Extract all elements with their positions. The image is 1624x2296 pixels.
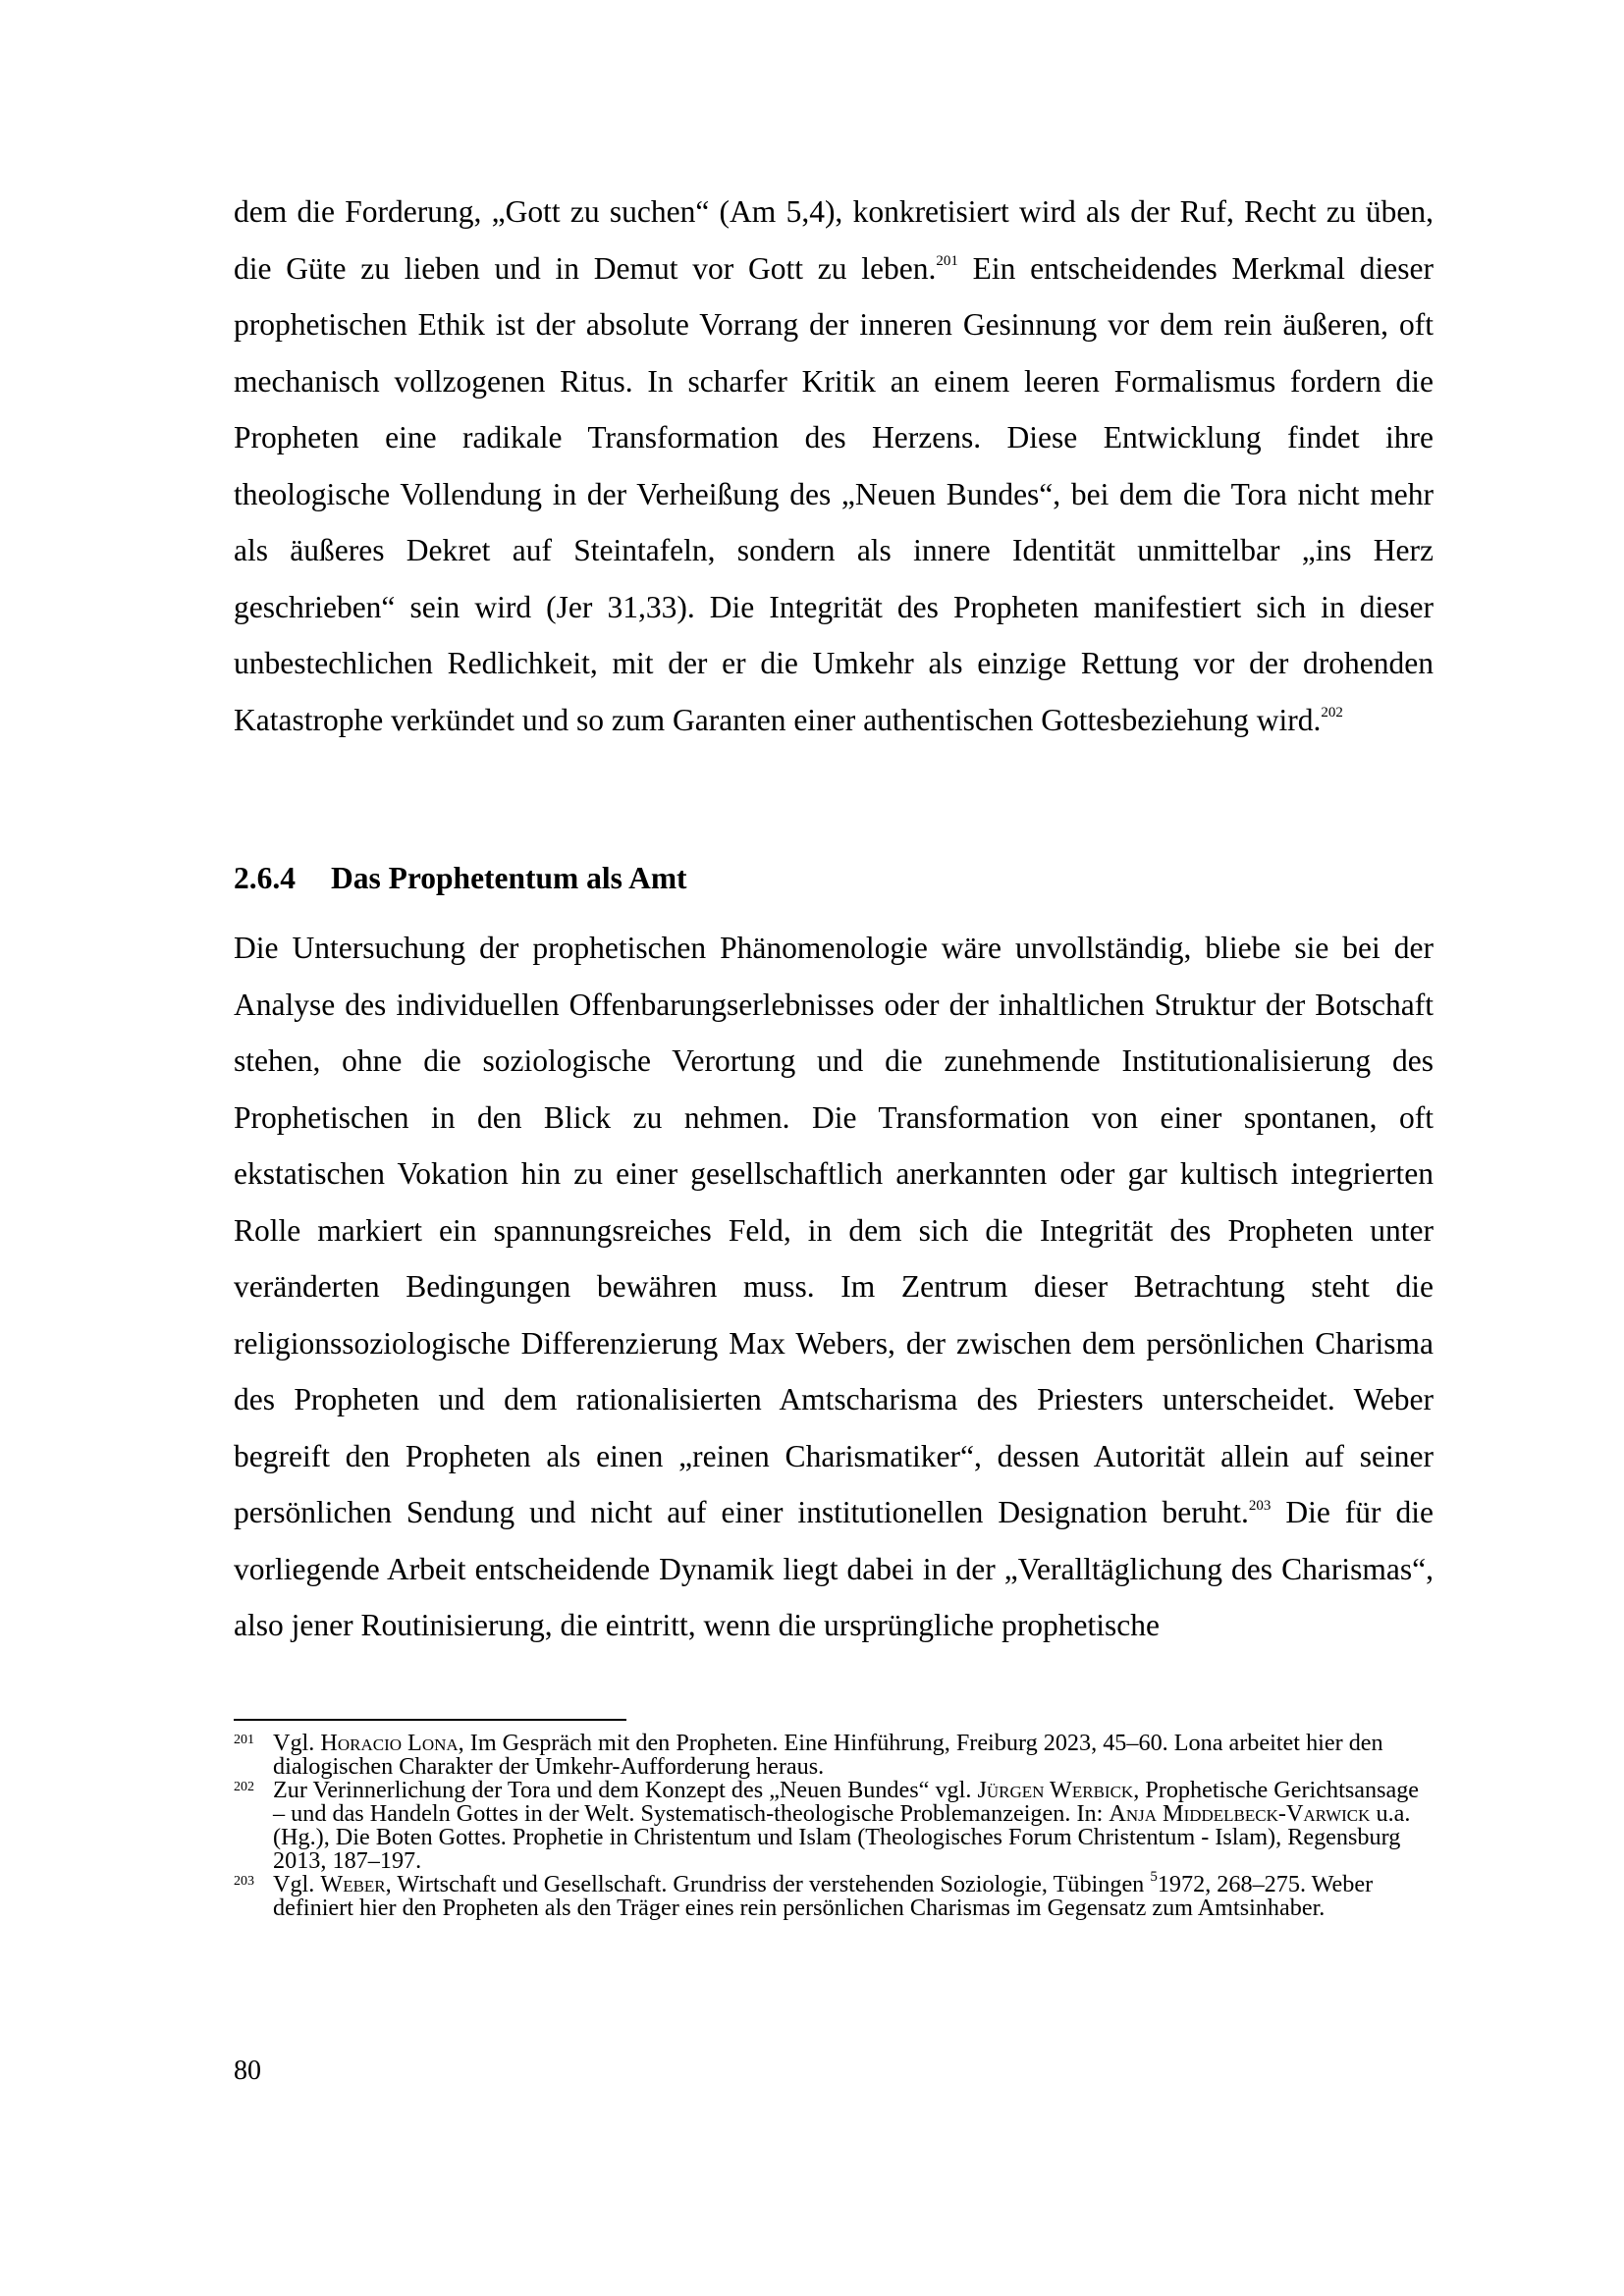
- author-name: Jürgen Werbick: [977, 1777, 1134, 1803]
- footnote-203: [234, 1868, 1434, 1921]
- page-number: 80: [234, 2056, 261, 2086]
- footnote-number: 202: [234, 1780, 254, 1794]
- section-title: Das Prophetentum als Amt: [331, 861, 687, 895]
- footnote-separator: [234, 1719, 626, 1721]
- footnote-202: [234, 1779, 1434, 1873]
- footnote-ref: 202: [1321, 705, 1343, 721]
- footnote-201: [234, 1732, 1434, 1779]
- footnote-ref: 5: [1150, 1868, 1158, 1885]
- author-name: Horacio Lona: [320, 1730, 459, 1756]
- body-paragraph-1: dem die Forderung, „Gott zu suchen“ (Am 5,4), konkretisiert wird als der Ruf, Recht zu üben, die Güte zu lieben und in Demut vor Gott zu leben.$^{201}$ Ein entscheidendes Merkmal dieser prophetischen Ethik ist der absolute Vorrang der inneren Gesinnung vor dem rein äußeren, oft mechanisch vollzogenen Ritus. In scharfer Kritik an einem leeren Formalismus fordern die Propheten eine radikale Transformation des Herzens. Diese Entwicklung findet ihre theologische Vollendung in der Verheißung des „Neuen Bundes“, bei dem die Tora nicht mehr als äußeres Dekret auf Steintafeln, sondern als innere Identität unmittelbar „ins Herz geschrieben“ sein wird (Jer 31,33). Die Integrität des Propheten manifestiert sich in dieser unbestechlichen Redlichkeit, mit der er die Umkehr als einzige Rettung vor der drohenden Katastrophe verkündet und so zum Garanten einer authentischen Gottesbeziehung wird.$^{202}$: [234, 194, 1434, 737]
- footnote-text: Zur Verinnerlichung der Tora und dem Konzept des „Neuen Bundes“ vgl. Jürgen Werbick, Prophetische Gerichtsansage – und das Handeln Gottes in der Welt. Systematisch-theologische Problemanzeigen. In: Anja Middelbeck-Varwick u.a. (Hg.), Die Boten Gottes. Prophetie in Christentum und Islam (Theologisches Forum Christentum - Islam), Regensburg 2013, 187–197.: [273, 1777, 1420, 1874]
- section-heading: [234, 856, 1434, 901]
- footnote-ref: 203: [1248, 1497, 1272, 1514]
- footnote-number: 201: [234, 1733, 254, 1747]
- footnote-number: 203: [234, 1874, 254, 1889]
- author-name: Weber: [320, 1871, 386, 1897]
- footnote-ref: 201: [936, 253, 958, 269]
- footnote-text: Vgl. Horacio Lona, Im Gespräch mit den Propheten. Eine Hinführung, Freiburg 2023, 45–60. Lona arbeitet hier den dialogischen Charakter der Umkehr-Aufforderung heraus.: [273, 1730, 1383, 1780]
- footnotes: [234, 1732, 1434, 1920]
- author-name: Anja Middelbeck-Varwick: [1109, 1800, 1371, 1827]
- body-paragraph-2: Die Untersuchung der prophetischen Phänomenologie wäre unvollständig, bliebe sie bei der Analyse des individuellen Offenbarungserlebnisses oder der inhaltlichen Struktur der Botschaft stehen, ohne die soziologische Verortung und die zunehmende Institutionalisierung des Prophetischen in den Blick zu nehmen. Die Transformation von einer spontanen, oft ekstatischen Vokation hin zu einer gesellschaftlich anerkannten oder gar kultisch integrierten Rolle markiert ein spannungsreiches Feld, in dem sich die Integrität des Propheten unter veränderten Bedingungen bewähren muss. Im Zentrum dieser Betrachtung steht die religionssoziologische Differenzierung Max Webers, der zwischen dem persönlichen Charisma des Propheten und dem rationalisierten Amtscharisma des Priesters unterscheidet. Weber begreift den Propheten als einen „reinen Charismatiker“, dessen Autorität allein auf seiner persönlichen Sendung und nicht auf einer institutionellen Designation beruht.$^{203}$ Die für die vorliegende Arbeit entscheidende Dynamik liegt dabei in der „Veralltäglichung des Charismas“, also jener Routinisierung, die eintritt, wenn die ursprüngliche prophetische: [234, 931, 1434, 1642]
- footnote-text: Vgl. Weber, Wirtschaft und Gesellschaft. Grundriss der verstehenden Soziologie, Tübingen $^5$1972, 268–275. Weber definiert hier den Propheten als den Träger eines rein persönlichen Charismas im Gegensatz zum Amtsinhaber.: [273, 1868, 1374, 1921]
- section-number: 2.6.4: [234, 861, 296, 895]
